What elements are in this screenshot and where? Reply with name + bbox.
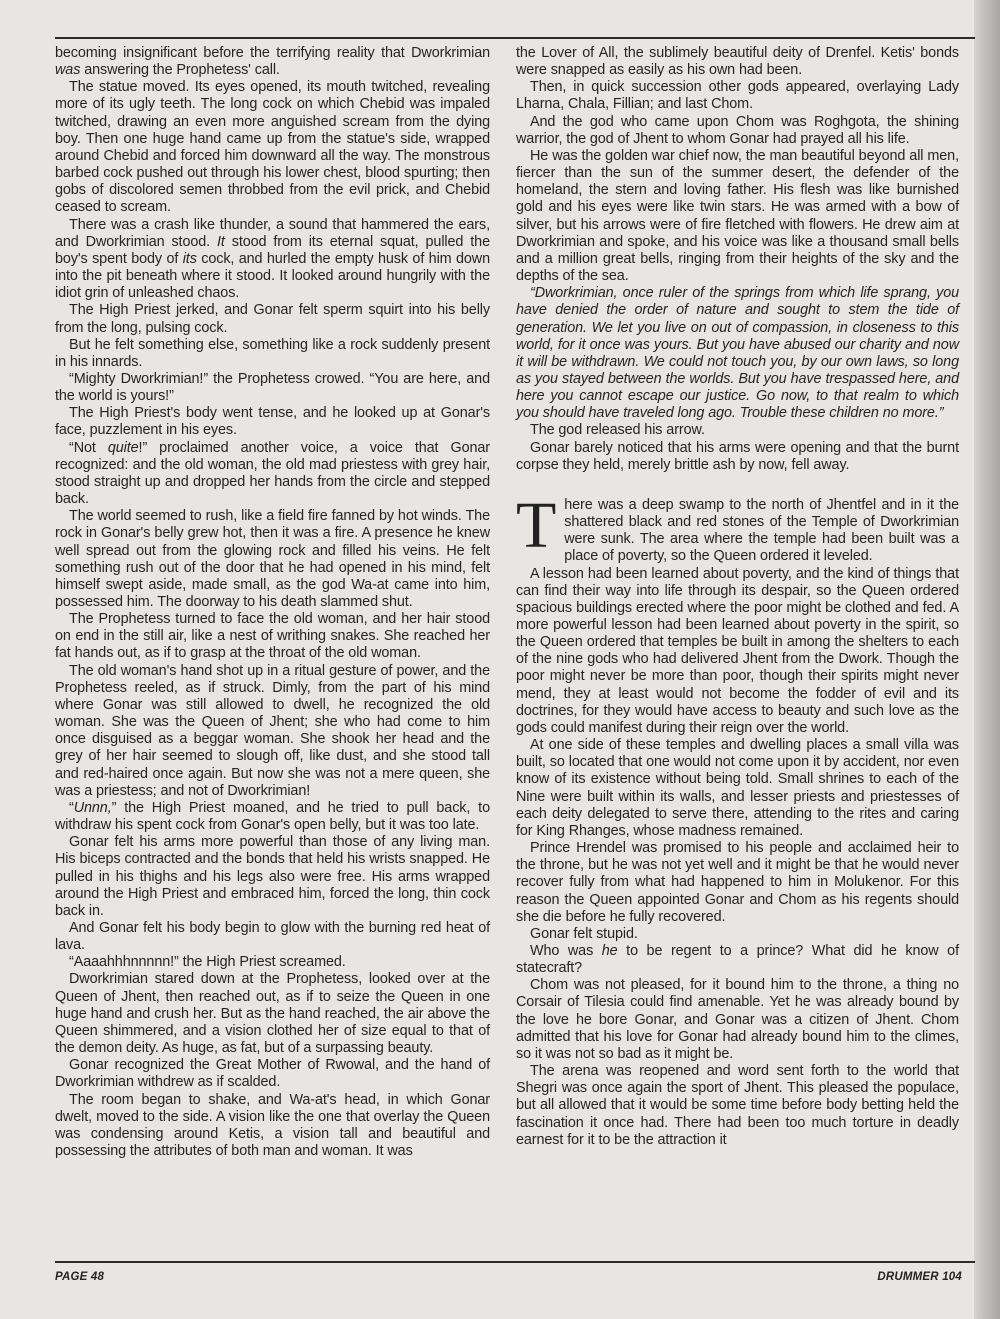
paragraph-text: The old woman's hand shot up in a ritual gesture of power, and the Prophetess reeled, as if struck. Dimly, from the part of his mind where Gonar was still allowed to dwell, he recognized the old woman. She was the Queen of Jhent; she who had come to him once disguised as a beggar woman. She shook her head and the grey of her hair seemed to slough off, like dust, and she stood tall and red-haired once again. But now she was not a mere queen, she was a priestess; and not of Dworkrimian! (55, 662, 490, 799)
paragraph (516, 148, 959, 285)
paragraph (516, 840, 959, 926)
paragraph-text: The statue moved. Its eyes opened, its mouth twitched, revealing more of its ugly teeth. The long cock on which Chebid was impaled twitched, drawing an even more anguished scream from the dying boy. Then one huge hand came up from the statue's side, wrapped around Chebid and forced him downward all the way. The monstrous barbed cock pushed out through his lower chest, blood spurting; then gobs of discolored semen throbbed from the evil prick, and Chebid ceased to scream. (55, 79, 490, 216)
top-rule (55, 37, 975, 39)
section-first-paragraph-text: here was a deep swamp to the north of Jhentfel and in it the shattered black and red stones of the Temple of Dworkrimian were sunk. The area where the temple had been built was a place of poverty, so the Queen ordered it leveled. (564, 496, 959, 565)
paragraph-text: He was the golden war chief now, the man beautiful beyond all men, fiercer than the sun of the summer desert, the defender of the homeland, the stern and loving father. His flesh was like burnished gold and his eyes were like twin stars. He was armed with a bow of silver, but his arrows were of fire fletched with flowers. He drew aim at Dworkrimian and spoke, and his voice was like a thousand small bells and a million great bells, ringing from their heights of the sky and the depths of the sea. (516, 147, 959, 285)
paragraph-text: “Mighty Dworkrimian!” the Prophetess crowed. “You are here, and the world is yours!” (55, 370, 490, 405)
paragraph (516, 977, 959, 1063)
paragraph (55, 920, 490, 954)
paragraph (55, 79, 490, 216)
paragraph-text: The High Priest jerked, and Gonar felt sperm squirt into his belly from the long, pulsing cock. (55, 302, 490, 336)
paragraph-text: The Prophetess turned to face the old woman, and her hair stood on end in the still air, like a nest of writhing snakes. She reached her fat hands out, as if to grasp at the throat of the old woman. (55, 611, 490, 662)
paragraph (516, 737, 959, 840)
paragraph (55, 440, 490, 509)
page-number: PAGE 48 (55, 1271, 105, 1283)
paragraph-text: cock, and hurled the empty husk of him down into the pit beneath where it stood. It looked around hungrily with the idiot grin of unleashed chaos. (55, 250, 490, 302)
right-column (516, 45, 959, 1149)
paragraph (516, 114, 959, 148)
paragraph-text: Chom was not pleased, for it bound him to the throne, a thing no Corsair of Tilesia could find amenable. Yet he was already bound by the love he bore Gonar, and Gonar was a citizen of Jhent. Chom admitted that his love for Gonar had already bound him to the climes, so it was not so bad as it might be. (516, 977, 959, 1062)
paragraph (516, 285, 959, 422)
paragraph (55, 508, 490, 611)
paragraph (55, 611, 490, 662)
paragraph (55, 371, 490, 405)
italic-text: Unnn, (73, 799, 112, 816)
paragraph-text: !” proclaimed another voice, a voice that Gonar recognized: and the old woman, the old mad priestess with grey hair, stood straight up and dropped her hands from the circle and stepped back. (55, 439, 490, 508)
paragraph-text: becoming insignificant before the terrifying reality that Dworkrimian (55, 45, 490, 61)
section-first-paragraph (516, 488, 959, 566)
paragraph (516, 566, 959, 738)
paragraph (516, 79, 959, 113)
paragraph-text: to be regent to a prince? What did he know of statecraft? (516, 942, 959, 977)
paragraph (516, 926, 959, 943)
paragraph-text: Then, in quick succession other gods appeared, overlaying Lady Lharna, Chala, Fillian; and last Chom. (516, 79, 959, 113)
paragraph-text: The god released his arrow. (530, 422, 705, 439)
paragraph (516, 45, 959, 79)
paragraph (55, 954, 490, 971)
paragraph (516, 440, 959, 474)
paragraph-text: Gonar recognized the Great Mother of Rwowal, and the hand of Dworkrimian withdrew as if scalded. (55, 1057, 490, 1091)
paragraph-text: A lesson had been learned about poverty, and the kind of things that can find their way into life through its despair, so the Queen ordered spacious buildings erected where the poor might be clothed and fed. A more powerful lesson had been learned about poverty in the spirit, so the Queen ordered that temples be built in among the shelters to each of the nine gods who had delivered Jhent from the Dwork. Though the poor might never be more than poor, though their spirits might never mend, they at least would not become the fodder of evil and its doctrines, for they would have access to beauty and such love as the gods could manifest during their reign over the world. (516, 565, 959, 736)
paragraph-text: The world seemed to rush, like a field fire fanned by hot winds. The rock in Gonar's belly grew hot, then it was a fire. A presence he knew well spread out from the glowing rock and filled his veins. He felt something rush out of the door that he had opened in his mind, felt himself swept aside, made small, as the god Wa-at came into him, possessed him. The doorway to his death slammed shut. (55, 508, 490, 610)
italic-text: It (217, 233, 225, 250)
issue-label: DRUMMER 104 (877, 1271, 962, 1283)
paragraph (55, 337, 490, 371)
paragraph-text: ” the High Priest moaned, and he tried to pull back, to withdraw his spent cock from Gonar's open belly, but it was too late. (55, 799, 490, 834)
paragraph (516, 943, 959, 977)
paragraph-text: The room began to shake, and Wa-at's head, in which Gonar dwelt, moved to the side. A vision like the one that overlay the Queen was condensing around Ketis, a vision tall and beautiful and possessing the attributes of both man and woman. It was (55, 1091, 490, 1159)
paragraph-text: The arena was reopened and word sent forth to the world that Shegri was once again the sport of Jhent. This pleased the populace, but all allowed that it would be some time before body betting held the fascination it once had. There had been too much torture in deadly earnest for it to be the attraction it (516, 1063, 959, 1148)
paragraph-text: At one side of these temples and dwelling places a small villa was built, so located that one would not come upon it by accident, nor even know of its existence without being told. Small shrines to each of the Nine were built within its walls, and lesser priests and priestesses of each deity delegated to serve there, attending to the rites and caring for King Rhanges, whose madness remained. (516, 737, 959, 839)
paragraph-text: “ (69, 799, 74, 816)
paragraph (55, 217, 490, 303)
paragraph-text: Gonar felt stupid. (530, 925, 638, 942)
paragraph (516, 422, 959, 439)
paragraph-text: The High Priest's body went tense, and he looked up at Gonar's face, puzzlement in his eyes. (55, 405, 490, 439)
paragraph (55, 1057, 490, 1091)
paragraph-text: the Lover of All, the sublimely beautiful deity of Drenfel. Ketis' bonds were snapped as easily as his own had been. (516, 45, 959, 79)
paragraph-text: Who was (530, 942, 602, 959)
paragraph-text: And the god who came upon Chom was Roghgota, the shining warrior, the god of Jhent to whom Gonar had prayed all his life. (516, 113, 959, 147)
paragraph (55, 834, 490, 920)
paragraph (55, 1092, 490, 1161)
paragraph (55, 45, 490, 79)
paragraph-text: But he felt something else, something like a rock suddenly present in his innards. (55, 336, 490, 370)
italic-text: he (601, 942, 618, 959)
paragraph-text: Prince Hrendel was promised to his people and acclaimed heir to the throne, but he was not yet well and it might be that he would never recover fully from what had happened to him in Molukenor. For this reason the Queen appointed Gonar and Chom as his regents should she die before he fully recovered. (516, 840, 959, 925)
drop-cap: T (516, 488, 557, 562)
bottom-rule (55, 1261, 975, 1263)
left-column (55, 45, 490, 1160)
paragraph-text: stood from its eternal squat, pulled the boy's spent body of (55, 233, 490, 267)
italic-text: quite (107, 439, 139, 456)
italic-text: its (182, 250, 197, 267)
paragraph-text: Gonar felt his arms more powerful than those of any living man. His biceps contracted and the bonds that held his wrists snapped. He pulled in his thighs and his legs also were free. His arms wrapped around the High Priest and embraced him, forced the long, thin cock back in. (55, 834, 490, 919)
paragraph-text: And Gonar felt his body begin to glow with the burning red heat of lava. (55, 919, 490, 954)
paragraph (55, 405, 490, 439)
paragraph (55, 800, 490, 834)
paragraph-text: Dworkrimian stared down at the Prophetess, looked over at the Queen of Jhent, then reached out, as if to seize the Queen in one huge hand and crush her. But as the hand reached, the air above the Queen shimmered, and a vision clothed her of size equal to that of the demon deity. As huge, as fat, but of a surpassing beauty. (55, 971, 490, 1057)
paragraph (55, 302, 490, 336)
paragraph-text: There was a crash like thunder, a sound that hammered the ears, and Dworkrimian stood. (55, 216, 490, 250)
italic-text: “Dworkrimian, once ruler of the springs from which life sprang, you have denied the order of nature and sought to stem the tide of generation. We let you live on out of compassion, in closeness to this world, for it once was yours. But you have abused our charity and now it will be withdrawn. We could not touch you, by our own laws, so long as you stayed between the worlds. But you have trespassed here, and here you cannot escape our justice. Go now, to that realm to which you should have traveled long ago. Trouble these children no more.” (516, 285, 959, 422)
italic-text: was (55, 62, 81, 79)
paragraph-text: Gonar barely noticed that his arms were opening and that the burnt corpse they held, merely brittle ash by now, fell away. (516, 439, 959, 473)
page-edge-shadow (974, 0, 1000, 1319)
paragraph (516, 1063, 959, 1149)
paragraph (55, 663, 490, 800)
paragraph-text: “Aaaahhhnnnnn!” the High Priest screamed. (69, 954, 346, 971)
paragraph-text: “Not (69, 439, 108, 456)
paragraph (55, 971, 490, 1057)
paragraph-text: answering the Prophetess' call. (80, 62, 280, 79)
